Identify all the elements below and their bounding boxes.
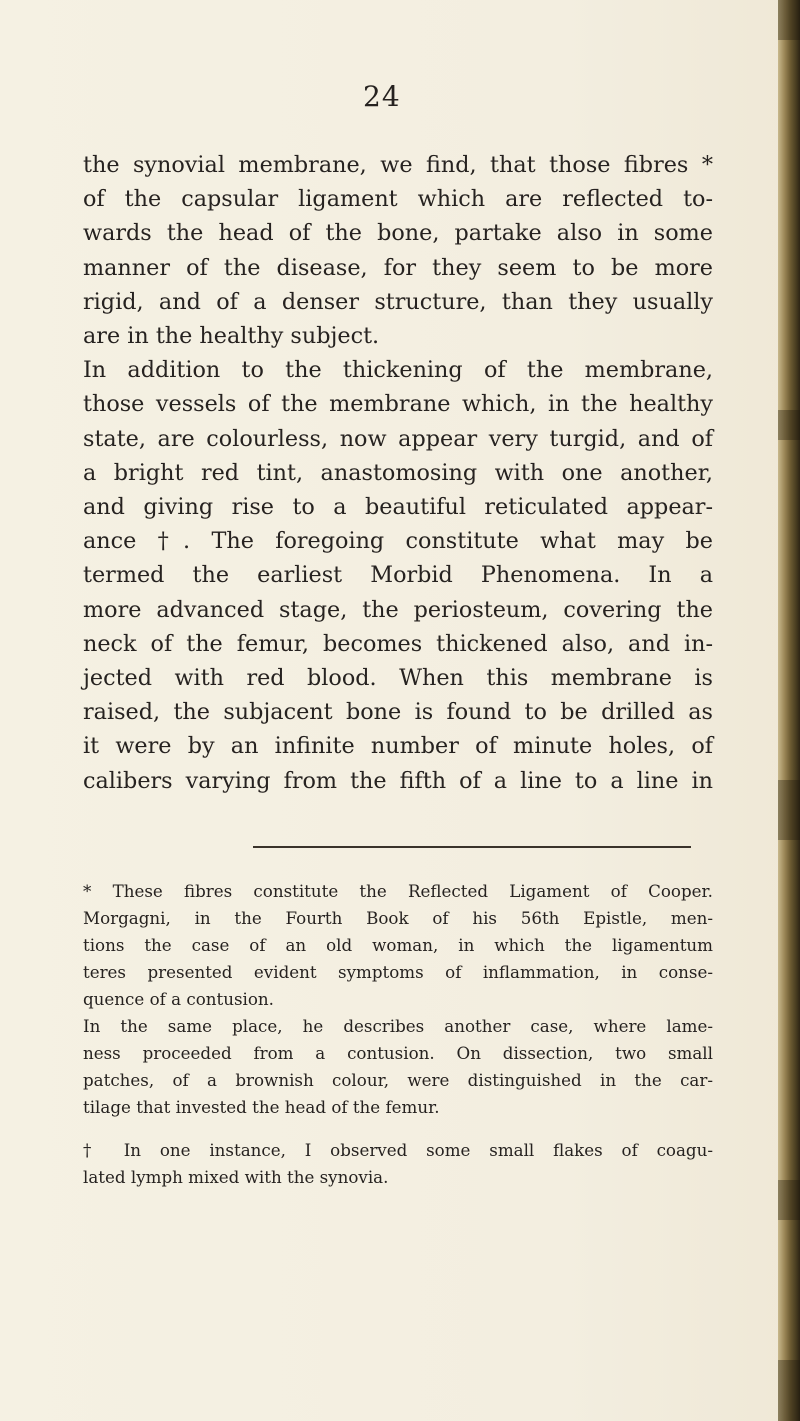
body-line: a bright red tint, anastomosing with one another, <box>83 459 713 486</box>
body-line: In addition to the thickening of the membrane, <box>83 357 713 384</box>
binding-shadow <box>778 1360 800 1421</box>
body-line: of the capsular ligament which are reflected to- <box>83 186 713 213</box>
body-line: are in the healthy subject. <box>83 323 380 350</box>
page-number: 24 <box>363 80 401 113</box>
footnote-line: Morgagni, in the Fourth Book of his 56th Epistle, men- <box>83 908 713 928</box>
footnote-line: † In one instance, I observed some small flakes of coagu- <box>83 1140 713 1160</box>
body-line: calibers varying from the fifth of a line to a line in <box>83 767 713 794</box>
body-line: ance †. The foregoing constitute what may be <box>83 528 713 555</box>
footnotes-block <box>83 878 713 1191</box>
binding-shadow <box>778 780 800 840</box>
binding-shadow <box>778 410 800 440</box>
footnote-line: tions the case of an old woman, in which the ligamentum <box>83 935 713 955</box>
body-line: termed the earliest Morbid Phenomena. In a <box>83 562 713 589</box>
body-line: state, are colourless, now appear very turgid, and of <box>83 425 713 452</box>
footnote-line: ness proceeded from a contusion. On dissection, two small <box>83 1043 713 1063</box>
footnote-line: tilage that invested the head of the femur. <box>83 1097 440 1117</box>
book-binding-edge <box>778 0 800 1421</box>
body-line: wards the head of the bone, partake also in some <box>83 220 713 247</box>
body-line: it were by an infinite number of minute holes, of <box>83 733 713 760</box>
footnote-line: lated lymph mixed with the synovia. <box>83 1167 389 1187</box>
body-line: jected with red blood. When this membrane is <box>83 665 713 692</box>
binding-shadow <box>778 1180 800 1220</box>
footnote-line: patches, of a brownish colour, were distinguished in the car- <box>83 1070 713 1090</box>
footnote-divider <box>253 846 691 848</box>
body-line: the synovial membrane, we find, that those fibres * <box>83 152 713 178</box>
footnote-line: quence of a contusion. <box>83 989 274 1009</box>
footnote-line: teres presented evident symptoms of inflammation, in conse- <box>83 962 713 982</box>
body-line: more advanced stage, the periosteum, covering the <box>83 596 713 623</box>
body-line: and giving rise to a beautiful reticulated appear- <box>83 494 713 521</box>
body-line: manner of the disease, for they seem to be more <box>83 254 713 281</box>
body-line: raised, the subjacent bone is found to be drilled as <box>83 699 713 726</box>
body-line: those vessels of the membrane which, in the healthy <box>83 391 713 418</box>
binding-shadow <box>778 0 800 40</box>
body-line: neck of the femur, becomes thickened also, and in- <box>83 630 713 657</box>
footnote-line: In the same place, he describes another case, where lame- <box>83 1016 713 1036</box>
body-line: rigid, and of a denser structure, than they usually <box>83 288 713 315</box>
footnote-spacer <box>83 1121 713 1137</box>
footnote-line: * These fibres constitute the Reflected Ligament of Cooper. <box>83 881 713 901</box>
main-text-block <box>83 148 713 798</box>
